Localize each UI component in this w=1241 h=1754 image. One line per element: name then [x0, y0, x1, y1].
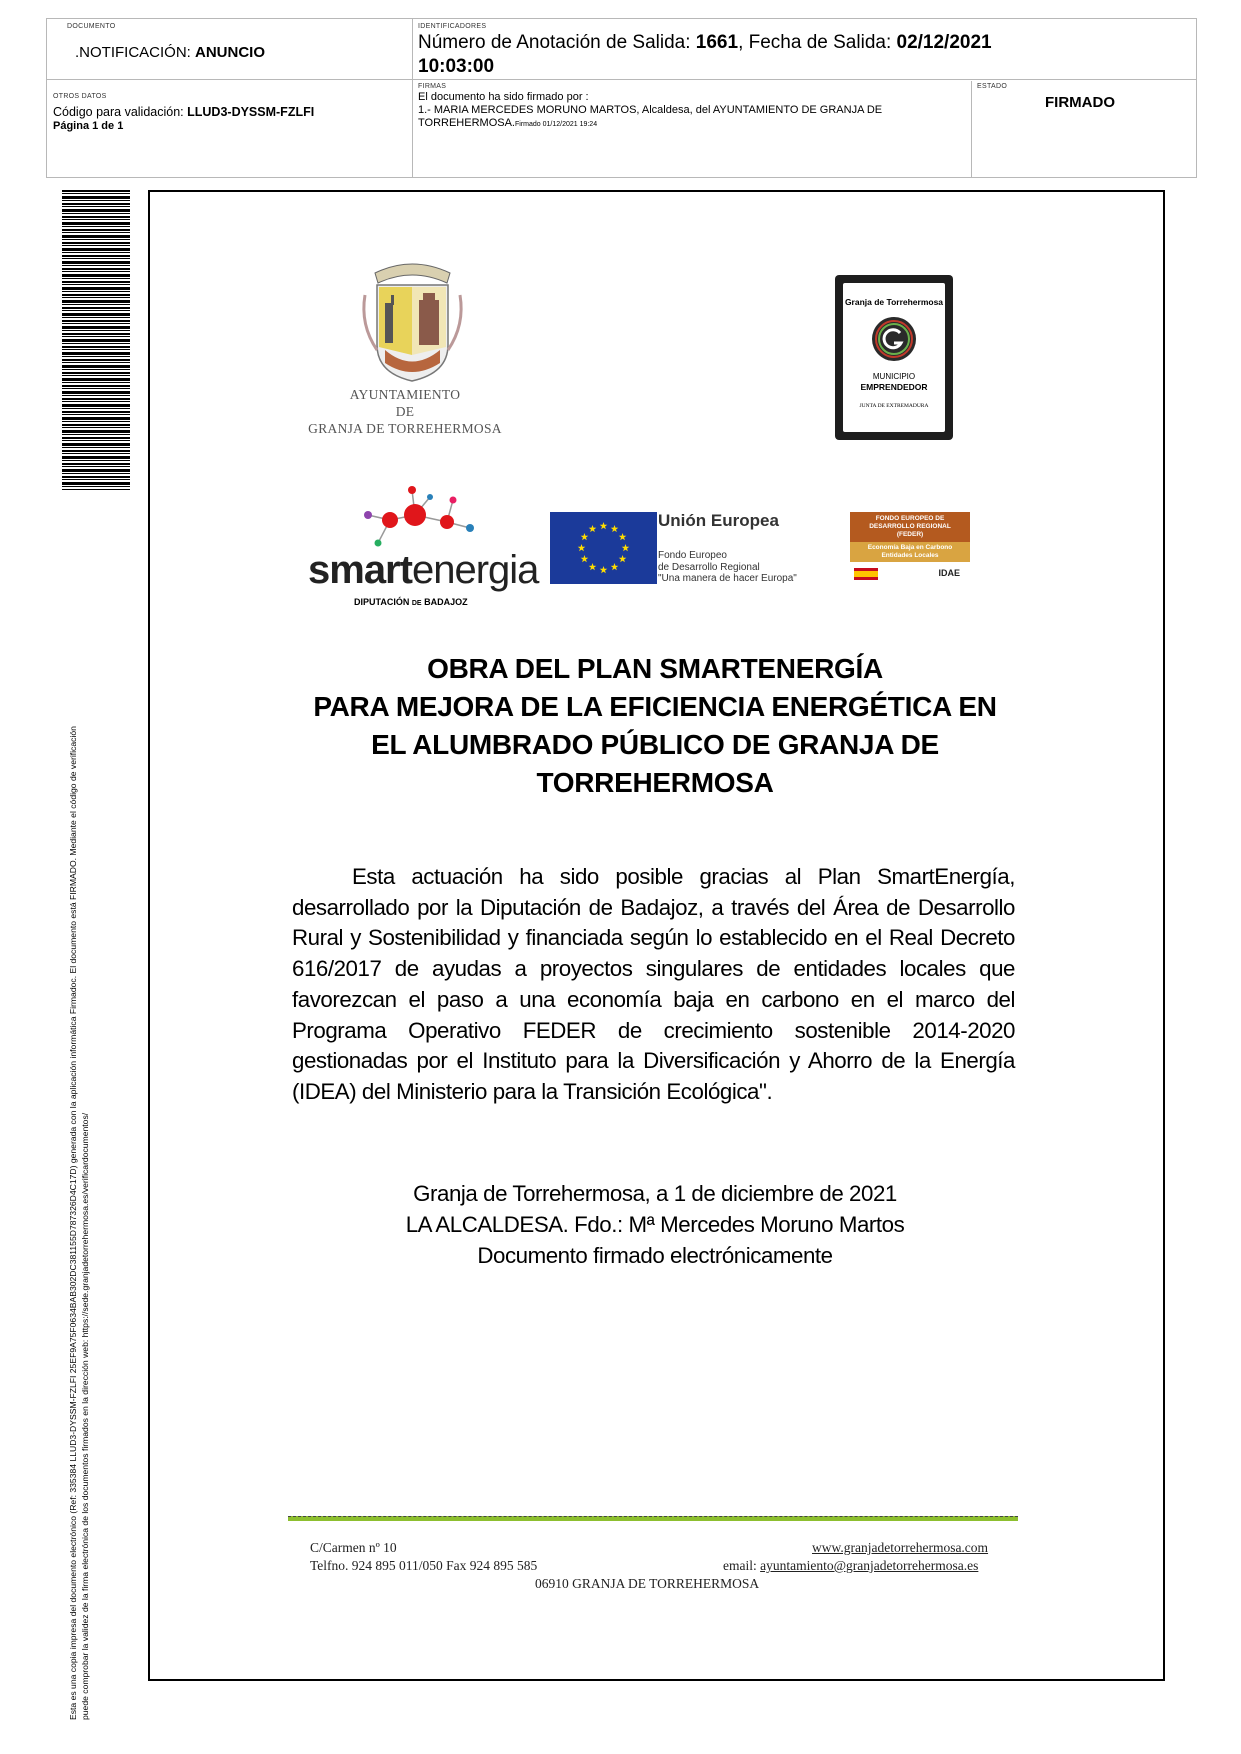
signature-line1: Granja de Torrehermosa, a 1 de diciembre de 2021	[413, 1181, 897, 1206]
pagina-text: Página 1 de 1	[53, 120, 124, 132]
coat-of-arms-icon	[355, 255, 470, 385]
documento-label: DOCUMENTO	[67, 23, 116, 30]
firmas-label: FIRMAS	[418, 83, 447, 90]
side-line1: Esta es una copia impresa del documento electrónico (Ref: 335384 LLUD3-DYSSM-FZLFI 25EF9A75F0634BAB302DC381155D787326D4C17D) generada con la aplicación informática Firmadoc. El documento está FIRMADO. Mediante el código de verificación	[68, 726, 78, 1720]
badge-title: Granja de Torrehermosa	[844, 297, 944, 307]
smartenergia-network-icon	[350, 485, 480, 547]
ayto-line3: GRANJA DE TORREHERMOSA	[308, 421, 502, 436]
eu-line2: de Desarrollo Regional	[658, 561, 760, 573]
divider	[47, 79, 1196, 80]
municipio-emprendedor-badge	[835, 275, 953, 440]
smart-dip3: BADAJOZ	[424, 597, 468, 607]
anotacion-number: 1661	[695, 32, 739, 53]
signature-block	[260, 1178, 1050, 1271]
firmas-firmado: Firmado 01/12/2021 19:24	[514, 121, 598, 128]
idae-text: IDAE	[938, 568, 960, 578]
document-title	[220, 650, 1090, 802]
emprendedor-logo-icon	[870, 315, 918, 363]
title-line1: OBRA DEL PLAN SMARTENERGÍA	[427, 653, 883, 684]
footer-email-label: email:	[723, 1558, 757, 1573]
verification-barcode	[62, 190, 130, 490]
firmas-line1: El documento ha sido firmado por :	[418, 91, 589, 103]
identificadores-label: IDENTIFICADORES	[418, 23, 487, 30]
anotacion-prefix: Número de Anotación de Salida:	[418, 32, 691, 53]
smartenergia-wordmark	[308, 548, 538, 593]
footer-divider	[288, 1516, 1018, 1521]
smart-rest: energia	[411, 548, 539, 592]
codigo-value: LLUD3-DYSSM-FZLFI	[187, 105, 315, 119]
badge-junta: JUNTA DE EXTREMADURA	[859, 403, 929, 409]
smart-bold: smart	[308, 548, 412, 592]
title-line4: TORREHERMOSA	[536, 767, 774, 798]
side-verification-text	[68, 470, 91, 1720]
feder-line4: Economía Baja en Carbono	[867, 544, 953, 551]
title-line2: PARA MEJORA DE LA EFICIENCIA ENERGÉTICA EN	[313, 691, 997, 722]
spain-flag-icon	[854, 568, 878, 580]
feder-line2: DESARROLLO REGIONAL	[869, 523, 951, 530]
signature-line3: Documento firmado electrónicamente	[477, 1243, 833, 1268]
documento-cell	[67, 23, 265, 61]
identificadores-cell	[418, 23, 1178, 79]
ayto-line2: DE	[395, 404, 415, 419]
documento-prefix: .NOTIFICACIÓN:	[75, 44, 191, 61]
document-header-table	[46, 18, 1197, 178]
estado-value: FIRMADO	[1045, 94, 1115, 111]
firmas-line2: 1.- MARIA MERCEDES MORUNO MARTOS, Alcaldesa, del AYUNTAMIENTO DE GRANJA DE	[418, 104, 883, 116]
eu-text	[658, 550, 797, 585]
documento-value: ANUNCIO	[195, 44, 266, 61]
footer-email	[723, 1558, 978, 1574]
divider	[971, 81, 972, 177]
divider	[412, 19, 413, 177]
estado-cell	[977, 83, 1192, 111]
feder-line3: (FEDER)	[896, 531, 924, 538]
title-line3: EL ALUMBRADO PÚBLICO DE GRANJA DE	[371, 729, 939, 760]
codigo-prefix: Código para validación:	[53, 105, 184, 119]
footer-email-link[interactable]: ayuntamiento@granjadetorrehermosa.es	[760, 1558, 979, 1573]
hora-value: 10:03:00	[418, 56, 495, 77]
firmas-line3: TORREHERMOSA.	[418, 117, 515, 129]
body-paragraph	[292, 862, 1015, 1108]
fecha-prefix: , Fecha de Salida:	[738, 32, 892, 53]
footer-phone: Telfno. 924 895 011/050 Fax 924 895 585	[310, 1558, 538, 1573]
badge-line1: MUNICIPIO	[872, 372, 916, 381]
eu-line3: "Una manera de hacer Europa"	[658, 573, 797, 584]
badge-line2: EMPRENDEDOR	[860, 382, 928, 392]
otros-datos-label: OTROS DATOS	[53, 93, 107, 100]
firmas-cell	[418, 83, 968, 131]
eu-line1: Fondo Europeo	[658, 550, 727, 561]
footer-address: C/Carmen nº 10	[310, 1540, 397, 1555]
smart-dip2: DE	[411, 600, 422, 607]
body-text: Esta actuación ha sido posible gracias al Plan SmartEnergía, desarrollado por la Diputación de Badajoz, a través del Área de Desarrollo Rural y Sostenibilidad y financiada según lo establecido en el Real Decreto 616/2017 de ayudas a proyectos singulares de entidades locales que favorezcan el paso a una economía baja en carbono en el marco del Programa Operativo FEDER de crecimiento sostenible 2014-2020 gestionadas por el Instituto para la Diversificación y Ahorro de la Energía (IDEA) del Ministerio para la Transición Ecológica".	[292, 864, 1015, 1104]
eu-title: Unión Europea	[658, 511, 779, 530]
feder-line1: FONDO EUROPEO DE	[875, 515, 945, 522]
feder-line5: Entidades Locales	[881, 552, 939, 559]
signature-line2: LA ALCALDESA. Fdo.: Mª Mercedes Moruno Martos	[405, 1212, 905, 1237]
smart-dip1: DIPUTACIÓN	[354, 597, 410, 607]
footer-web-link[interactable]: www.granjadetorrehermosa.com	[812, 1540, 989, 1555]
ayuntamiento-caption	[280, 386, 530, 437]
eu-flag-icon	[550, 512, 657, 584]
feder-idae-logo	[850, 512, 970, 584]
side-line2: puede comprobar la validez de la firma electrónica de los documentos firmados en la dirección web: https://sede.granjadetorrehermosa.es/verificardocumentos/	[79, 1112, 90, 1720]
otros-datos-cell	[53, 93, 314, 132]
fecha-value: 02/12/2021	[896, 32, 992, 53]
ayto-line1: AYUNTAMIENTO	[349, 387, 461, 402]
smartenergia-diputacion	[354, 597, 468, 607]
footer-city: 06910 GRANJA DE TORREHERMOSA	[535, 1576, 760, 1591]
estado-label: ESTADO	[977, 83, 1008, 90]
